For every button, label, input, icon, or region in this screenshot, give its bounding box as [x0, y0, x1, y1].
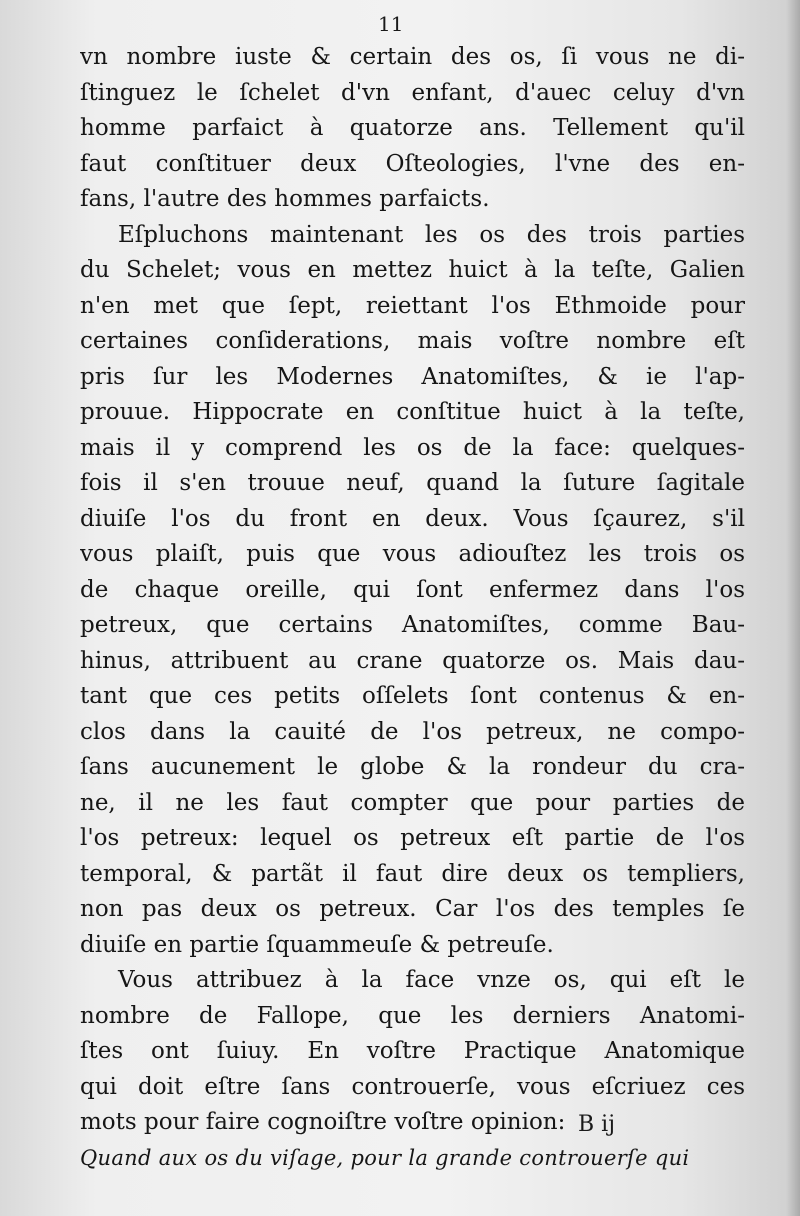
text-line: vn nombre iuste & certain des os, ſi vous ne di-	[80, 44, 745, 70]
signature-mark: B ij	[578, 1112, 616, 1137]
text-line: homme parfaict à quatorze ans. Tellement qu'il	[80, 115, 745, 141]
text-line: Eſpluchons maintenant les os des trois parties	[118, 221, 745, 248]
text-line: ſans aucunement le globe & la rondeur du cra-	[80, 754, 745, 780]
body-text	[80, 40, 745, 1176]
text-line: l'os petreux: lequel os petreux eſt partie de l'os	[80, 825, 745, 851]
text-line: temporal, & partãt il faut dire deux os templiers,	[80, 860, 745, 887]
text-line: prouue. Hippocrate en conſtitue huict à la teſte,	[80, 399, 745, 425]
text-line: diuiſe l'os du front en deux. Vous ſçaurez, s'il	[80, 505, 745, 532]
text-line: mais il y comprend les os de la face: quelques-	[80, 434, 745, 461]
text-line: certaines conſiderations, mais voſtre nombre eſt	[80, 328, 745, 354]
text-line: tant que ces petits oſſelets ſont contenus & en-	[80, 683, 745, 709]
text-line: faut conſtituer deux Oſteologies, l'vne des en-	[80, 150, 745, 177]
text-line: nombre de Fallope, que les derniers Anatomi-	[80, 1002, 745, 1029]
text-line: diuiſe en partie ſquammeuſe & petreuſe.	[80, 931, 554, 958]
text-line: du Schelet; vous en mettez huict à la teſte, Galien	[80, 257, 745, 283]
text-line: ſtinguez le ſchelet d'vn enfant, d'auec celuy d'vn	[80, 79, 745, 106]
text-line: n'en met que ſept, reiettant l'os Ethmoide pour	[80, 292, 745, 319]
text-line: fois il s'en trouue neuf, quand la ſuture ſagitale	[80, 470, 745, 496]
page-edge-shadow	[786, 0, 800, 1216]
italic-quote-line: Quand aux os du viſage, pour la grande controuerſe qui	[80, 1145, 690, 1170]
text-line: ſtes ont ſuiuy. En voſtre Practique Anatomique	[80, 1038, 745, 1064]
text-line: fans, l'autre des hommes parfaicts.	[80, 186, 490, 212]
text-line: vous plaiſt, puis que vous adiouſtez les trois os	[80, 541, 745, 567]
text-line: de chaque oreille, qui ſont enfermez dans l'os	[80, 576, 745, 603]
text-line: hinus, attribuent au crane quatorze os. Mais dau-	[80, 647, 745, 674]
text-line: pris ſur les Modernes Anatomiſtes, & ie l'ap-	[80, 363, 745, 390]
text-line: non pas deux os petreux. Car l'os des temples ſe	[80, 896, 745, 922]
paragraph-container	[80, 40, 745, 1141]
paragraph	[80, 40, 745, 218]
paragraph	[80, 963, 745, 1141]
text-line: petreux, que certains Anatomiſtes, comme Bau-	[80, 612, 745, 638]
paragraph	[80, 218, 745, 964]
text-line: Vous attribuez à la face vnze os, qui eſt le	[118, 967, 745, 993]
text-line: qui doit eſtre ſans controuerſe, vous eſcriuez ces	[80, 1073, 745, 1100]
page-number: 11	[378, 12, 404, 36]
text-line: clos dans la cauité de l'os petreux, ne compo-	[80, 718, 745, 745]
text-line: mots pour faire cognoiſtre voſtre opinion:	[80, 1109, 566, 1135]
text-line: ne, il ne les faut compter que pour parties de	[80, 789, 745, 816]
